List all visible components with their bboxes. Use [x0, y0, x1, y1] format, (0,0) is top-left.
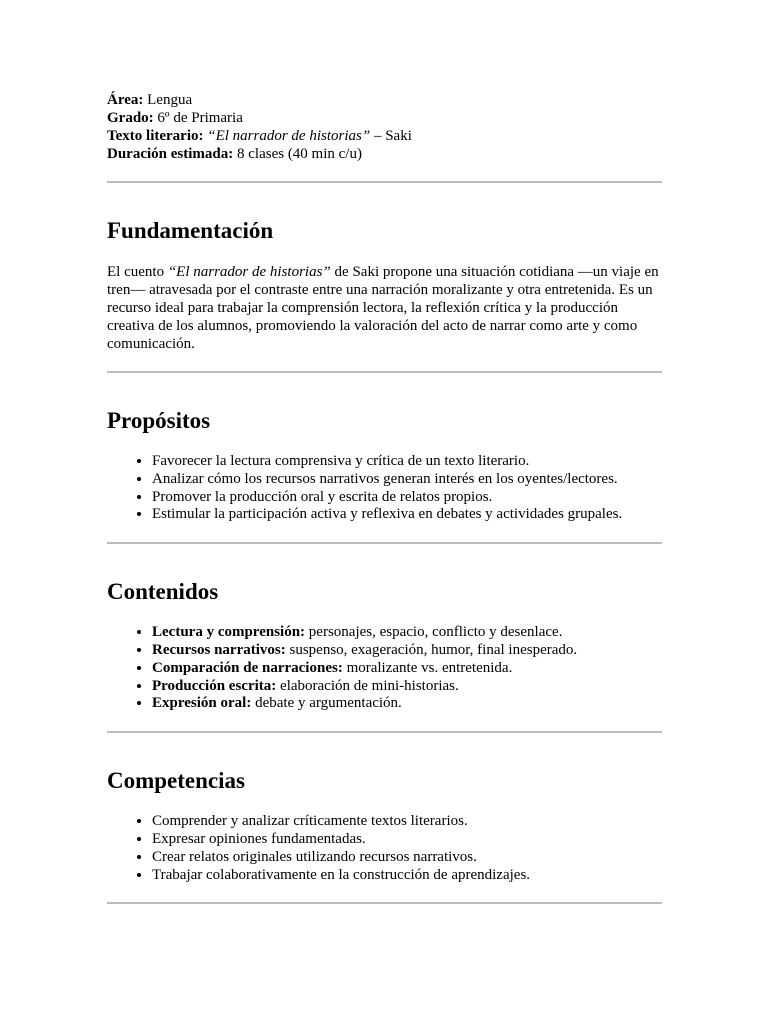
fundamentacion-text-rest: de Saki propone una situación cotidiana —un viaje en tren— atravesada por el contraste entre una narración moralizante y otra entretenida. Es un recurso ideal para trabajar la comprensión lectora, la reflexión crítica y la producción creativa de los alumnos, promoviendo la valoración del acto de narrar como arte y como comunicación. [107, 264, 659, 352]
meta-texto [107, 127, 662, 145]
competencias-list [107, 813, 662, 884]
list-item-label: Lectura y comprensión: [152, 624, 306, 641]
list-item-text: suspenso, exageración, humor, final inesperado. [285, 641, 578, 658]
section-title-contenidos: Contenidos [107, 579, 219, 605]
list-item-label: Producción escrita: [152, 677, 277, 694]
list-item [152, 660, 662, 678]
fundamentacion-text-title: “El narrador de historias” [167, 264, 331, 280]
list-item-text: personajes, espacio, conflicto y desenlace. [305, 624, 563, 641]
section-title-propositos: Propósitos [107, 408, 211, 433]
metadata-block [107, 91, 662, 163]
list-item: • Comprender y analizar críticamente textos literarios. [152, 813, 662, 831]
divider [107, 542, 662, 544]
list-item: • Analizar cómo los recursos narrativos generan interés en los oyentes/lectores. [152, 471, 662, 489]
list-item-label: Recursos narrativos: [152, 641, 286, 658]
list-item-text: elaboración de mini-historias. [276, 677, 459, 694]
list-item: • Estimular la participación activa y reflexiva en debates y actividades grupales. [152, 506, 662, 524]
propositos-list [107, 453, 662, 524]
fundamentacion-text-start: El cuento [107, 264, 168, 280]
list-item: • Promover la producción oral y escrita de relatos propios. [152, 489, 662, 507]
section-title-competencias: Competencias [107, 768, 245, 794]
divider [107, 181, 662, 183]
meta-grado-label: Grado: [107, 110, 154, 126]
list-item [152, 678, 662, 696]
meta-duracion [107, 145, 662, 163]
meta-duracion-label: Duración estimada: [107, 146, 234, 162]
list-item: • Trabajar colaborativamente en la construcción de aprendizajes. [152, 867, 662, 885]
list-item-label: Comparación de narraciones: [152, 659, 343, 676]
section-title-fundamentacion: Fundamentación [107, 218, 274, 243]
list-item: • Crear relatos originales utilizando recursos narrativos. [152, 849, 662, 867]
divider [107, 371, 662, 373]
document-page [107, 91, 662, 904]
list-item-text: moralizante vs. entretenida. [342, 659, 513, 676]
list-item [152, 624, 662, 642]
fundamentacion-paragraph [107, 263, 662, 353]
meta-texto-label: Texto literario: [107, 128, 204, 144]
divider [107, 902, 662, 904]
meta-area [107, 91, 662, 109]
contenidos-list [107, 624, 662, 713]
meta-grado [107, 109, 662, 127]
list-item-label: Expresión oral: [152, 695, 252, 712]
meta-texto-title: “El narrador de historias” [207, 128, 371, 144]
list-item [152, 695, 662, 713]
list-item: • Expresar opiniones fundamentadas. [152, 831, 662, 849]
meta-area-label: Área: [107, 92, 144, 108]
meta-grado-value: 6º de Primaria [153, 110, 243, 126]
list-item-text: debate y argumentación. [251, 695, 402, 712]
meta-area-value: Lengua [143, 92, 193, 108]
meta-texto-author: – Saki [370, 128, 412, 144]
divider [107, 731, 662, 733]
list-item: • Favorecer la lectura comprensiva y crítica de un texto literario. [152, 453, 662, 471]
meta-duracion-value: 8 clases (40 min c/u) [233, 146, 362, 162]
list-item [152, 642, 662, 660]
